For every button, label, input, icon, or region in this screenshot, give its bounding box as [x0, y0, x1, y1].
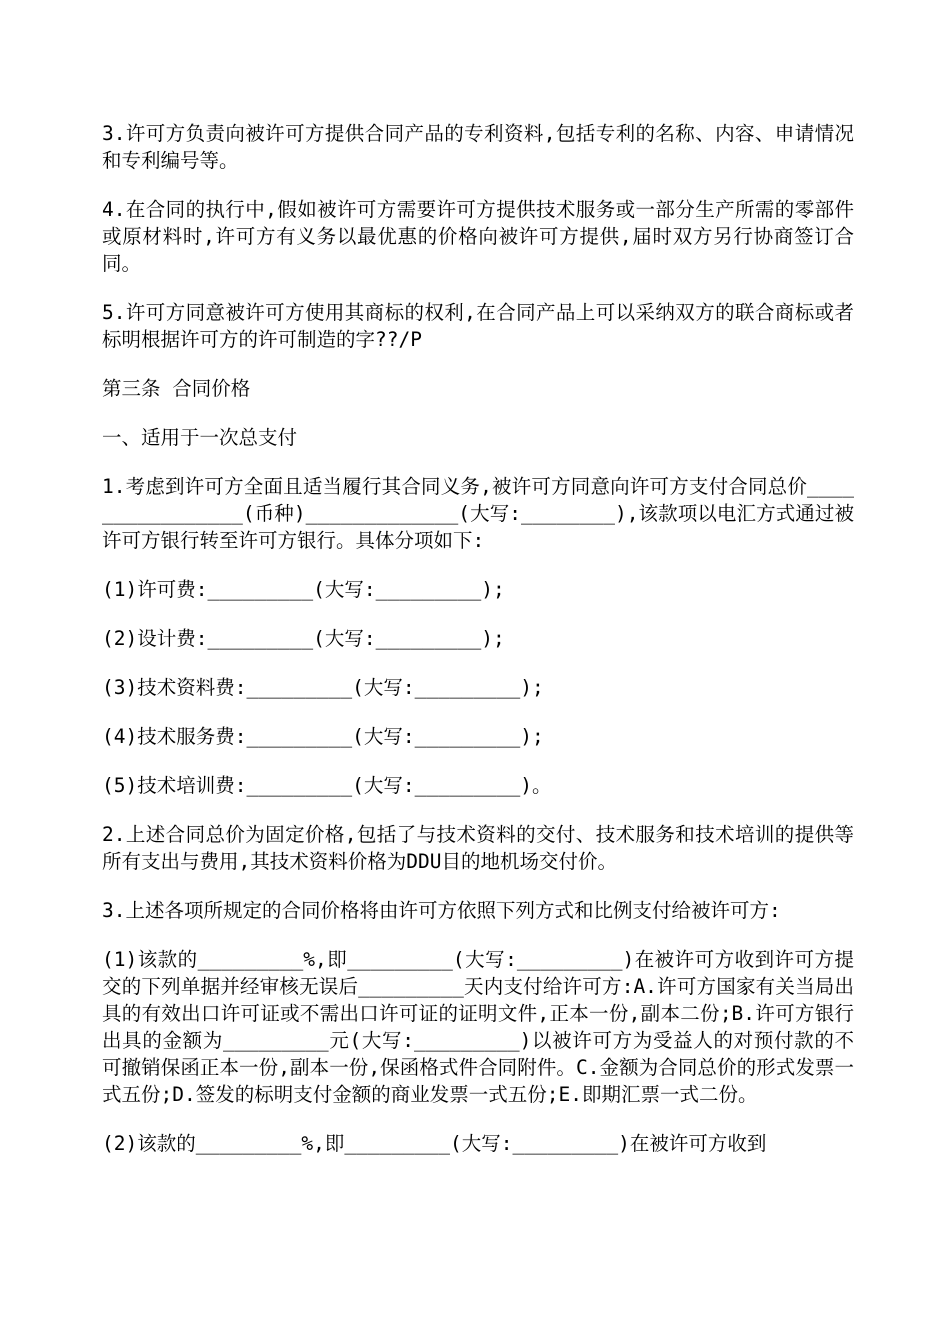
- fee-item-tech-training: (5)技术培训费:_________(大写:_________)。: [102, 774, 552, 797]
- fee-item-tech-service: (4)技术服务费:_________(大写:_________);: [102, 725, 544, 748]
- price-clause-3: 3.上述各项所规定的合同价格将由许可方依照下列方式和比例支付给被许可方:: [102, 899, 781, 922]
- fee-item-tech-data: (3)技术资料费:_________(大写:_________);: [102, 676, 544, 699]
- article-3-heading: 第三条 合同价格: [102, 377, 251, 400]
- clause-5-trademark: 5.许可方同意被许可方使用其商标的权利,在合同产品上可以采纳双方的联合商标或者标明根据许可方的许可制造的字??/P: [102, 301, 854, 351]
- price-clause-1: 1.考虑到许可方全面且适当履行其合同义务,被许可方同意向许可方支付合同总价________________(币种)_____________(大写:________),该款项以电汇方式通过被许可方银行转至许可方银行。具体分项如下:: [102, 475, 854, 552]
- fee-item-license: (1)许可费:_________(大写:_________);: [102, 578, 505, 601]
- payment-item-2: (2)该款的_________%,即_________(大写:_________)在被许可方收到: [102, 1132, 767, 1155]
- section-1-heading: 一、适用于一次总支付: [102, 426, 298, 449]
- payment-item-1: (1)该款的_________%,即_________(大写:_________)在被许可方收到许可方提交的下列单据并经审核无误后_________天内支付给许可方:A.许可方国家有关当局出具的有效出口许可证或不需出口许可证的证明文件,正本一份,副本二份;B.许可方银行出具的金额为_________元(大写:_________)以被许可方为受益人的对预付款的不可撤销保函正本一份,副本一份,保函格式件合同附件。C.金额为合同总价的形式发票一式五份;D.签发的标明支付金额的商业发票一式五份;E.即期汇票一式二份。: [102, 948, 854, 1106]
- document-page: [102, 120, 854, 1179]
- price-clause-2: 2.上述合同总价为固定价格,包括了与技术资料的交付、技术服务和技术培训的提供等所有支出与费用,其技术资料价格为DDU目的地机场交付价。: [102, 823, 854, 873]
- fee-item-design: (2)设计费:_________(大写:_________);: [102, 627, 505, 650]
- clause-4-technical-service: 4.在合同的执行中,假如被许可方需要许可方提供技术服务或一部分生产所需的零部件或原材料时,许可方有义务以最优惠的价格向被许可方提供,届时双方另行协商签订合同。: [102, 198, 854, 275]
- clause-3-patent-info: 3.许可方负责向被许可方提供合同产品的专利资料,包括专利的名称、内容、申请情况和专利编号等。: [102, 122, 854, 172]
